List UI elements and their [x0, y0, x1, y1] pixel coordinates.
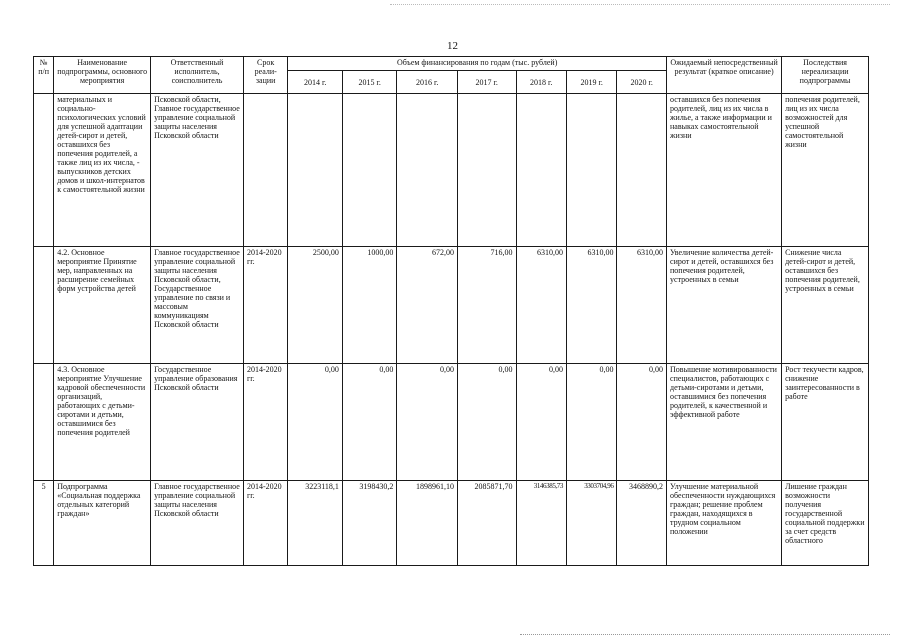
- row-value: [457, 94, 516, 247]
- row-value: 3468890,2: [617, 481, 667, 566]
- header-year: 2018 г.: [516, 71, 566, 94]
- row-result: Повышение мотивированности специалистов, работающих с детьми-сиротами и детьми, оставшимися без попечения родителей, к качественной и эффективной работе: [667, 364, 782, 481]
- row-value: 3223118,1: [288, 481, 343, 566]
- row-value: 6310,00: [516, 247, 566, 364]
- row-num: 5: [34, 481, 54, 566]
- header-row: [34, 57, 869, 71]
- row-value: [566, 94, 616, 247]
- row-value: 1898961,10: [397, 481, 458, 566]
- row-name: 4.3. Основное мероприятие Улучшение кадровой обеспеченности организаций, работающих с детьми-сиротами и детьми, оставшимися без попечения родителей: [54, 364, 151, 481]
- row-executor: Псковской области, Главное государственное управление социальной защиты населения Псковской области: [151, 94, 244, 247]
- row-term: 2014-2020 гг.: [243, 247, 287, 364]
- row-result: Увеличение количества детей-сирот и детей, оставшихся без попечения родителей, устроенных в семьи: [667, 247, 782, 364]
- row-value: 0,00: [397, 364, 458, 481]
- row-term: [243, 94, 287, 247]
- header-num: № п/п: [34, 57, 54, 94]
- program-table: [33, 56, 869, 566]
- row-executor: Государственное управление образования Псковской области: [151, 364, 244, 481]
- row-term: 2014-2020 гг.: [243, 481, 287, 566]
- row-value: 0,00: [457, 364, 516, 481]
- table-row: [34, 481, 869, 566]
- row-name: 4.2. Основное мероприятие Принятие мер, направленных на расширение семейных форм устройства детей: [54, 247, 151, 364]
- row-value: 0,00: [516, 364, 566, 481]
- row-name: Подпрограмма «Социальная поддержка отдельных категорий граждан»: [54, 481, 151, 566]
- row-value: 0,00: [342, 364, 397, 481]
- scan-artifact-bottom: [520, 634, 890, 636]
- page-number: 12: [447, 40, 458, 52]
- row-result: оставшихся без попечения родителей, лиц из их числа в жилье, а также информации и навыках самостоятельной жизни: [667, 94, 782, 247]
- header-year: 2015 г.: [342, 71, 397, 94]
- header-year: 2014 г.: [288, 71, 343, 94]
- header-result: Ожидаемый непосредственный результат (краткое описание): [667, 57, 782, 94]
- row-value: [342, 94, 397, 247]
- header-consequences: Последствия нереализации подпрограммы: [782, 57, 869, 94]
- row-value: 6310,00: [617, 247, 667, 364]
- table-row: [34, 94, 869, 247]
- row-value: [397, 94, 458, 247]
- row-value: 6310,00: [566, 247, 616, 364]
- row-num: [34, 247, 54, 364]
- row-value: [516, 94, 566, 247]
- row-consequences: попечения родителей, лиц из их числа возможностей для успешной самостоятельной жизни: [782, 94, 869, 247]
- row-consequences: Рост текучести кадров, снижение заинтересованности в работе: [782, 364, 869, 481]
- header-year: 2020 г.: [617, 71, 667, 94]
- row-value: 3303704,96: [566, 481, 616, 566]
- row-result: Улучшение материальной обеспеченности нуждающихся граждан; решение проблем граждан, находящихся в трудном социальном положении: [667, 481, 782, 566]
- row-value: 2500,00: [288, 247, 343, 364]
- row-value: 1000,00: [342, 247, 397, 364]
- row-value: 0,00: [566, 364, 616, 481]
- row-value: 716,00: [457, 247, 516, 364]
- row-num: [34, 364, 54, 481]
- row-value: 2085871,70: [457, 481, 516, 566]
- header-year: 2019 г.: [566, 71, 616, 94]
- row-consequences: Снижение числа детей-сирот и детей, оставшихся без попечения родителей, устроенных в семьи: [782, 247, 869, 364]
- header-year: 2016 г.: [397, 71, 458, 94]
- row-executor: Главное государственное управление социальной защиты населения Псковской области: [151, 481, 244, 566]
- header-funding: Объем финансирования по годам (тыс. рублей): [288, 57, 667, 71]
- row-consequences: Лишение граждан возможности получения государственной социальной поддержки за счет средств областного: [782, 481, 869, 566]
- scan-artifact-top: [390, 4, 890, 6]
- row-executor: Главное государственное управление социальной защиты населения Псковской области, Государственное управление по связи и массовым коммуникациям Псковской области: [151, 247, 244, 364]
- row-value: [288, 94, 343, 247]
- row-value: 3146385,73: [516, 481, 566, 566]
- table-row: [34, 364, 869, 481]
- row-name: материальных и социально-психологических условий для успешной адаптации детей-сирот и детей, оставшихся без попечения родителей, а также лиц из их числа, - выпускников детских домов и школ-интернатов к самостоятельной жизни: [54, 94, 151, 247]
- header-name: Наименование подпрограммы, основного мероприятия: [54, 57, 151, 94]
- row-value: 672,00: [397, 247, 458, 364]
- row-value: 3198430,2: [342, 481, 397, 566]
- header-executor: Ответственный исполнитель, соисполнитель: [151, 57, 244, 94]
- row-value: 0,00: [288, 364, 343, 481]
- row-term: 2014-2020 гг.: [243, 364, 287, 481]
- row-num: [34, 94, 54, 247]
- header-term: Срок реали-зации: [243, 57, 287, 94]
- header-year: 2017 г.: [457, 71, 516, 94]
- row-value: 0,00: [617, 364, 667, 481]
- row-value: [617, 94, 667, 247]
- table-row: [34, 247, 869, 364]
